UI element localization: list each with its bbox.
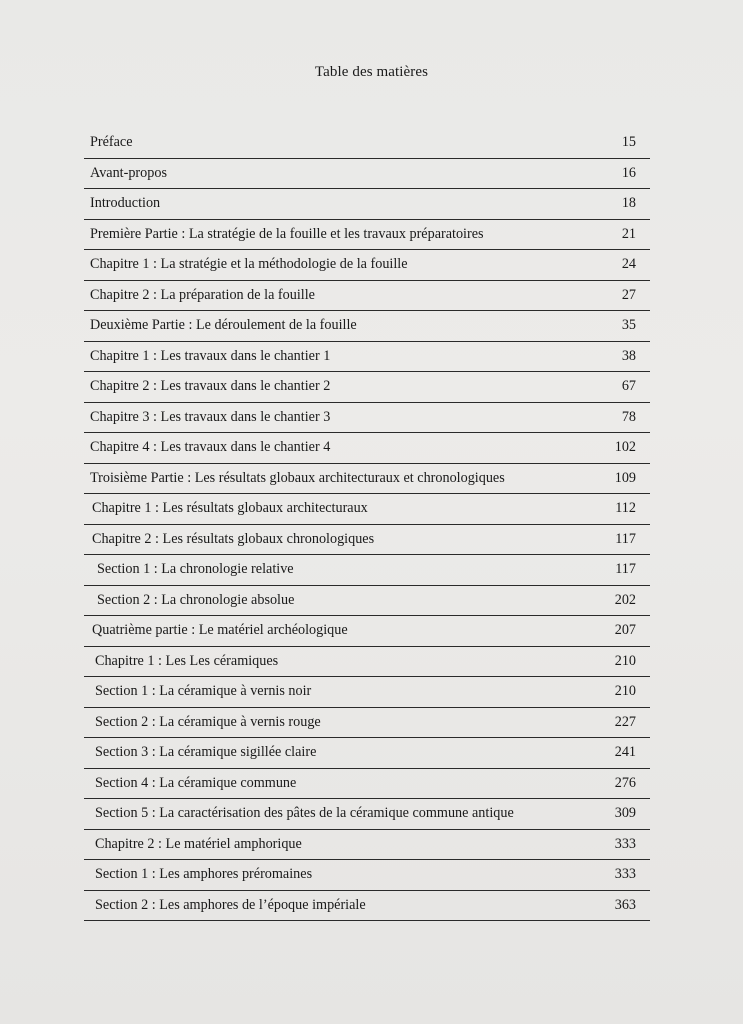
toc-row [84,372,650,403]
toc-entry-label: Section 2 : La chronologie absolue [97,591,295,608]
toc-row [84,128,650,159]
toc-page-number: 241 [614,744,636,761]
toc-row [84,647,650,678]
toc-page-number: 24 [621,256,636,273]
toc-entry-label: Troisième Partie : Les résultats globaux architecturaux et chronologiques [90,469,505,486]
toc-entry-label: Chapitre 1 : Les Les céramiques [95,652,279,669]
toc-row [84,311,650,342]
toc-page-number: 16 [621,164,636,181]
toc-entry-label: Chapitre 2 : Les travaux dans le chantier 2 [90,378,331,395]
toc-row [84,281,650,312]
page-title: Table des matières [314,64,429,80]
toc-row [84,799,650,830]
toc-row [84,494,650,525]
toc-row [84,525,650,556]
toc-row [84,555,650,586]
toc-page-number: 109 [614,469,636,486]
toc-row [84,403,650,434]
toc-page-number: 112 [615,500,636,517]
toc-row [84,464,650,495]
toc-page-number: 333 [614,866,636,883]
toc-page-number: 207 [614,622,636,639]
toc-entry-label: Quatrième partie : Le matériel archéologique [92,622,348,639]
toc-entry-label: Introduction [90,195,161,212]
toc-entry-label: Chapitre 1 : La stratégie et la méthodologie de la fouille [90,256,408,273]
toc-entry-label: Section 4 : La céramique commune [95,774,297,791]
toc-entry-label: Section 1 : Les amphores préromaines [95,866,313,883]
toc-page-number: 309 [614,805,636,822]
toc-page-number: 227 [614,713,636,730]
toc-row [84,769,650,800]
toc-entry-label: Chapitre 2 : Les résultats globaux chronologiques [92,530,375,547]
toc-entry-label: Chapitre 3 : Les travaux dans le chantier 3 [90,408,331,425]
toc-entry-label: Chapitre 1 : Les travaux dans le chantier 1 [90,347,331,364]
toc-page-number: 276 [614,774,636,791]
toc-page-number: 21 [621,225,636,242]
toc-entry-label: Avant-propos [90,164,167,181]
toc-row [84,708,650,739]
toc-page-number: 15 [621,134,636,151]
toc-entry-label: Chapitre 1 : Les résultats globaux architecturaux [92,500,368,517]
toc-entry-label: Section 2 : Les amphores de l’époque impériale [95,896,366,913]
toc-row [84,159,650,190]
toc-entry-label: Première Partie : La stratégie de la fouille et les travaux préparatoires [90,225,484,242]
table-of-contents [84,128,650,921]
toc-page-number: 333 [614,835,636,852]
toc-entry-label: Section 1 : La chronologie relative [97,561,294,578]
toc-page-number: 78 [621,408,636,425]
toc-row [84,586,650,617]
toc-page-number: 210 [614,652,636,669]
toc-page-number: 117 [615,530,636,547]
toc-row [84,189,650,220]
toc-page-number: 363 [614,896,636,913]
toc-row [84,433,650,464]
toc-page-number: 38 [621,347,636,364]
toc-row [84,220,650,251]
toc-entry-label: Section 1 : La céramique à vernis noir [95,683,312,700]
toc-page-number: 35 [621,317,636,334]
toc-page-number: 18 [621,195,636,212]
toc-entry-label: Section 2 : La céramique à vernis rouge [95,713,321,730]
toc-entry-label: Préface [90,134,133,151]
toc-row [84,342,650,373]
toc-page-number: 210 [614,683,636,700]
toc-entry-label: Chapitre 2 : La préparation de la fouille [90,286,315,303]
toc-row [84,891,650,922]
toc-entry-label: Chapitre 4 : Les travaux dans le chantier 4 [90,439,331,456]
toc-page-number: 117 [615,561,636,578]
toc-entry-label: Deuxième Partie : Le déroulement de la fouille [90,317,357,334]
toc-page-number: 27 [621,286,636,303]
toc-row [84,738,650,769]
toc-row [84,250,650,281]
toc-row [84,860,650,891]
toc-row [84,677,650,708]
toc-entry-label: Section 5 : La caractérisation des pâtes de la céramique commune antique [95,805,514,822]
toc-row [84,830,650,861]
toc-entry-label: Chapitre 2 : Le matériel amphorique [95,835,302,852]
toc-page-number: 202 [614,591,636,608]
toc-row [84,616,650,647]
toc-page-number: 67 [621,378,636,395]
toc-page-number: 102 [614,439,636,456]
toc-entry-label: Section 3 : La céramique sigillée claire [95,744,317,761]
